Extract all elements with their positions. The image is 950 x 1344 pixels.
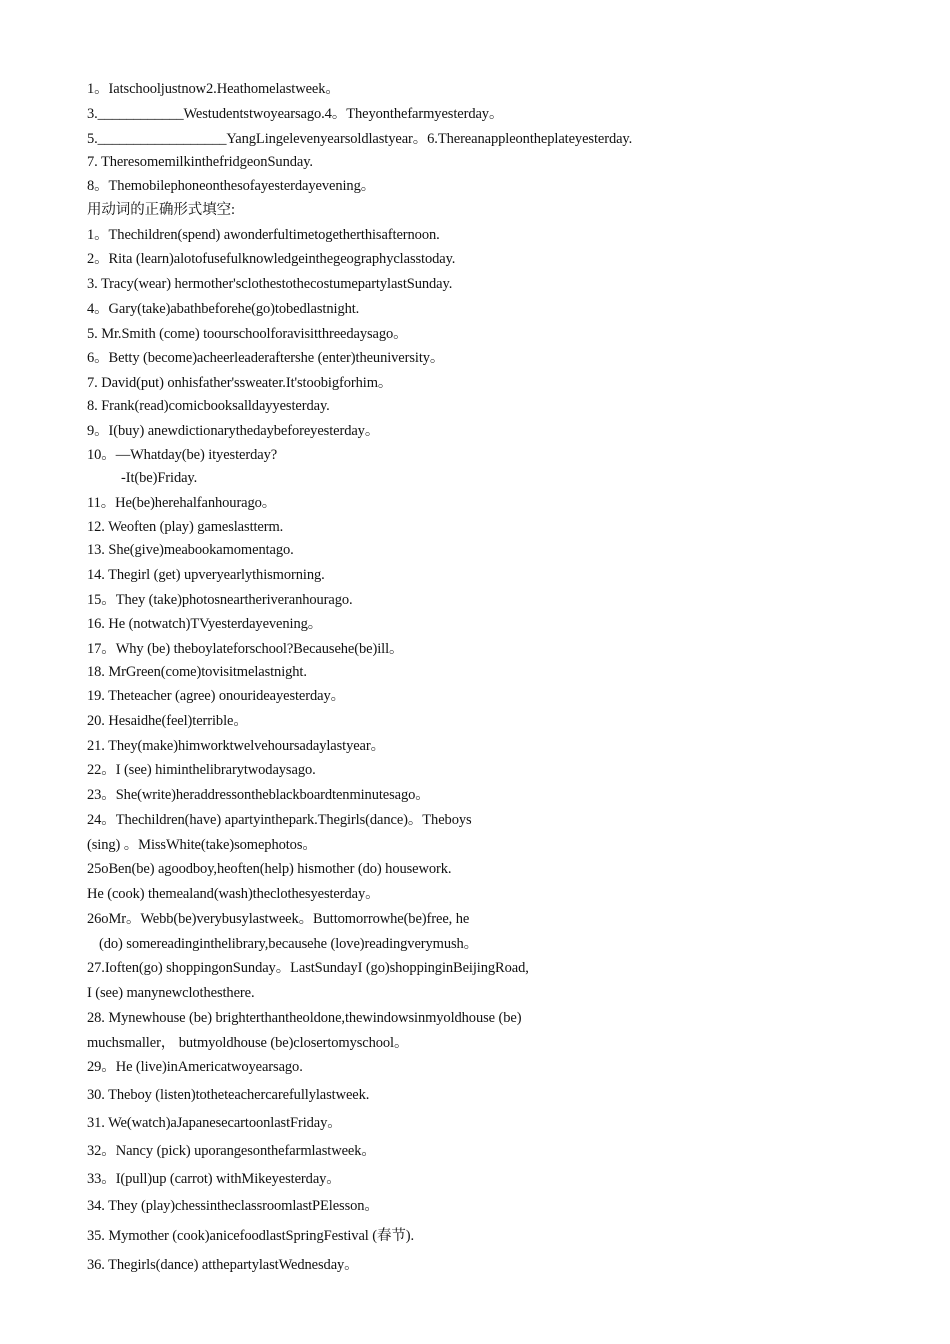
document-line: 用动词的正确形式填空:	[87, 202, 235, 218]
document-line: 17。Why (be) theboylateforschool?Becausehe(be)ill。	[87, 641, 404, 657]
document-line: 26oMr。Webb(be)verybusylastweek。Buttomorrowhe(be)free, he	[87, 911, 470, 927]
document-line: 13. She(give)meabookamomentago.	[87, 542, 294, 558]
document-line: 21. They(make)himworktwelvehoursadaylastyear。	[87, 738, 386, 754]
document-line: 27.Ioften(go) shoppingonSunday。LastSundayI (go)shoppinginBeijingRoad,	[87, 960, 529, 976]
document-line: 7. David(put) onhisfather'ssweater.It'stoobigforhim。	[87, 375, 393, 391]
document-line: 3.____________Westudentstwoyearsago.4。Theyonthefarmyesterday。	[87, 106, 504, 122]
document-line: 14. Thegirl (get) upveryearlythismorning.	[87, 567, 325, 583]
document-line: (do) somereadinginthelibrary,becausehe (love)readingverymush。	[99, 936, 479, 952]
document-line: 1。Iatschooljustnow2.Heathomelastweek。	[87, 81, 340, 97]
document-line: muchsmaller， butmyoldhouse (be)closertomyschool。	[87, 1035, 409, 1051]
document-line: 2。Rita (learn)alotofusefulknowledgeinthegeographyclasstoday.	[87, 251, 456, 267]
document-line: 8. Frank(read)comicbooksalldayyesterday.	[87, 398, 330, 414]
document-line: 5. Mr.Smith (come) toourschoolforavisitthreedaysago。	[87, 326, 408, 342]
document-line: 7. TheresomemilkinthefridgeonSunday.	[87, 154, 313, 170]
document-line: 19. Theteacher (agree) onourideayesterday。	[87, 688, 346, 704]
document-line: 29。He (live)inAmericatwoyearsago.	[87, 1059, 303, 1075]
document-line: 28. Mynewhouse (be) brighterthantheoldone,thewindowsinmyoldhouse (be)	[87, 1010, 522, 1026]
document-line: 3. Tracy(wear) hermother'sclothestothecostumepartylastSunday.	[87, 276, 453, 292]
document-line: 22。I (see) himinthelibrarytwodaysago.	[87, 762, 316, 778]
document-line: 16. He (notwatch)TVyesterdayevening。	[87, 616, 323, 632]
document-line: 15。They (take)photosneartheriveranhourago.	[87, 592, 353, 608]
document-line: 1。Thechildren(spend) awonderfultimetogetherthisafternoon.	[87, 227, 440, 243]
document-line: 12. Weoften (play) gameslastterm.	[87, 519, 284, 535]
document-line: 4。Gary(take)abathbeforehe(go)tobedlastnight.	[87, 301, 360, 317]
document-line: 10。—Whatday(be) ityesterday?	[87, 447, 278, 463]
document-line: 8。Themobilephoneonthesofayesterdayevening。	[87, 178, 376, 194]
document-line: 32。Nancy (pick) uporangesonthefarmlastweek。	[87, 1143, 376, 1159]
document-line: (sing) 。MissWhite(take)somephotos。	[87, 837, 317, 853]
document-line: 33。I(pull)up (carrot) withMikeyesterday。	[87, 1171, 341, 1187]
document-line: 35. Mymother (cook)anicefoodlastSpringFestival (春节).	[87, 1228, 415, 1244]
document-line: 30. Theboy (listen)totheteachercarefullylastweek.	[87, 1087, 370, 1103]
document-line: 11。He(be)herehalfanhourago。	[87, 495, 277, 511]
document-line: -It(be)Friday.	[121, 470, 198, 486]
document-line: 9。I(buy) anewdictionarythedaybeforeyesterday。	[87, 423, 380, 439]
document-line: 6。Betty (become)acheerleaderaftershe (enter)theuniversity。	[87, 350, 445, 366]
document-line: 5.__________________YangLingelevenyearsoldlastyear。6.Thereanappleontheplateyesterday.	[87, 131, 633, 147]
document-line: 23。She(write)heraddressontheblackboardtenminutesago。	[87, 787, 430, 803]
document-line: 31. We(watch)aJapanesecartoonlastFriday。	[87, 1115, 342, 1131]
document-line: I (see) manynewclothesthere.	[87, 985, 255, 1001]
document-line: 34. They (play)chessintheclassroomlastPElesson。	[87, 1198, 379, 1214]
document-line: 25oBen(be) agoodboy,heoften(help) hismother (do) housework.	[87, 861, 452, 877]
document-line: 18. MrGreen(come)tovisitmelastnight.	[87, 664, 307, 680]
document-line: 24。Thechildren(have) apartyinthepark.Thegirls(dance)。Theboys	[87, 812, 472, 828]
document-line: 20. Hesaidhe(feel)terrible。	[87, 713, 248, 729]
document-line: 36. Thegirls(dance) atthepartylastWednesday。	[87, 1257, 359, 1273]
document-line: He (cook) themealand(wash)theclothesyesterday。	[87, 886, 380, 902]
